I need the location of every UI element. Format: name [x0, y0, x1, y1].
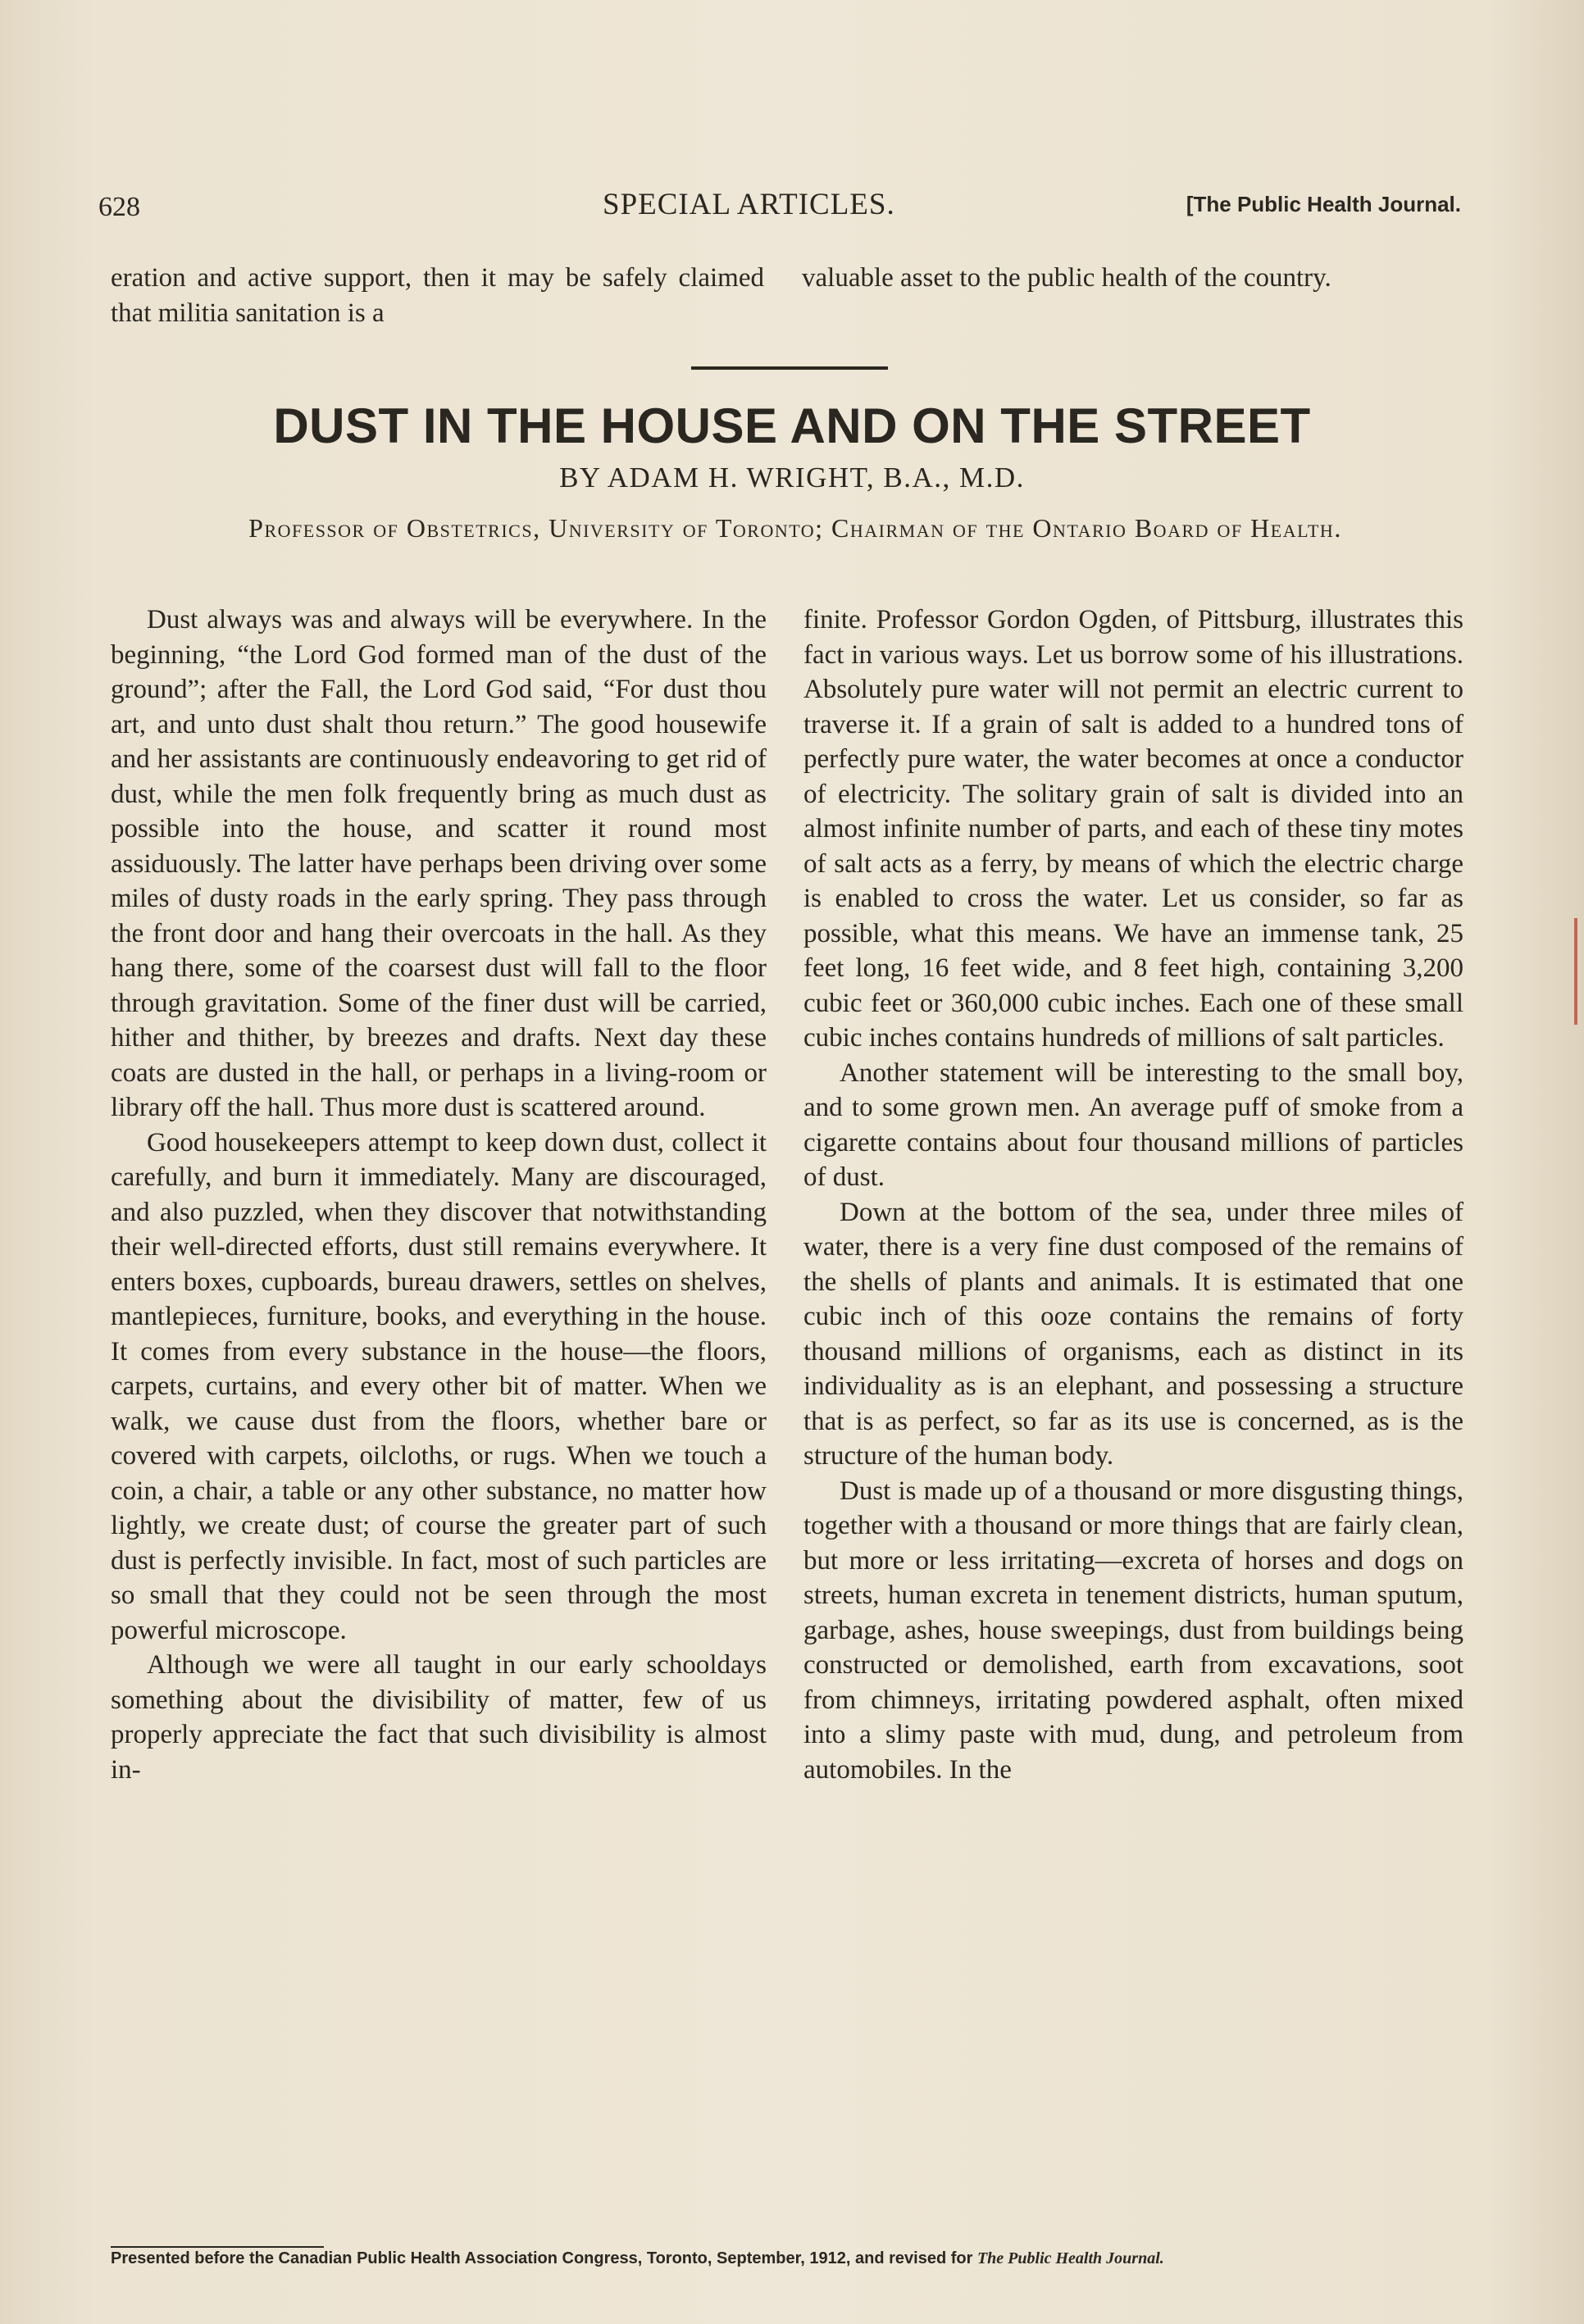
footnote	[111, 2249, 1468, 2268]
paragraph: Dust is made up of a thousand or more disgusting things, together with a thousand or more things that are fairly clean, but more or less irritating—excreta of horses and dogs on streets, human excreta in tenement districts, human sputum, garbage, ashes, house sweepings, dust from buildings being constructed or demolished, earth from excavations, soot from chimneys, irritating powdered asphalt, often mixed into a slimy paste with mud, dung, and petroleum from automobiles. In the	[803, 1476, 1463, 1785]
running-head	[98, 187, 1461, 236]
body-column-left	[111, 603, 767, 1787]
footnote-divider	[111, 2246, 324, 2248]
section-divider	[691, 366, 888, 370]
paragraph: Another statement will be interesting to the small boy, and to some grown men. An average puff of smoke from a cigarette contains about four thousand millions of particles of dust.	[803, 1057, 1463, 1192]
journal-reference: [The Public Health Journal.	[1186, 192, 1461, 216]
previous-article-text-right: valuable asset to the public health of the country.	[802, 263, 1331, 293]
section-title: SPECIAL ARTICLES.	[603, 188, 895, 221]
footnote-journal: The Public Health Journal.	[976, 2249, 1164, 2267]
paragraph: Although we were all taught in our early schooldays something about the divisibility of matter, few of us properly appreciate the fact that such divisibility is almost in-	[111, 1650, 767, 1785]
page-edge-mark	[1574, 918, 1577, 1025]
paragraph: finite. Professor Gordon Ogden, of Pittsburg, illustrates this fact in various ways. Let us borrow some of his illustrations. Absolutely pure water will not permit an electric current to traverse it. If a grain of salt is added to a hundred tons of perfectly pure water, the water becomes at once a conductor of electricity. The solitary grain of salt is divided into an almost infinite number of parts, and each of these tiny motes of salt acts as a ferry, by means of which the electric charge is enabled to cross the water. Let us consider, so far as possible, what this means. We have an immense tank, 25 feet long, 16 feet wide, and 8 feet high, containing 3,200 cubic feet or 360,000 cubic inches. Each one of these small cubic inches contains hundreds of millions of salt particles.	[803, 605, 1463, 1053]
article-title: DUST IN THE HOUSE AND ON THE STREET	[273, 398, 1311, 453]
paragraph: Good housekeepers attempt to keep down dust, collect it carefully, and burn it immediately. Many are discouraged, and also puzzled, when they discover that notwithstanding their well-directed efforts, dust still remains everywhere. It enters boxes, cupboards, bureau drawers, settles on shelves, mantlepieces, furniture, books, and everything in the house. It comes from every substance in the house—the floors, carpets, curtains, and every other bit of matter. When we walk, we cause dust from the floors, whether bare or covered with carpets, oilcloths, or rugs. When we touch a coin, a chair, a table or any other substance, no matter how lightly, we create dust; of course the greater part of such dust is perfectly invisible. In fact, most of such particles are so small that they could not be seen through the most powerful microscope.	[111, 1127, 767, 1645]
previous-article-left	[111, 261, 764, 330]
article-byline: BY ADAM H. WRIGHT, B.A., M.D.	[559, 462, 1025, 493]
previous-article-text-left: eration and active support, then it may be safely claimed that militia sanitation is a	[111, 263, 764, 328]
author-affiliation: Professor of Obstetrics, University of Toronto; Chairman of the Ontario Board of Health.	[248, 513, 1342, 543]
paragraph: Down at the bottom of the sea, under three miles of water, there is a very fine dust composed of the remains of the shells of plants and animals. It is estimated that one cubic inch of this ooze contains the remains of forty thousand millions of organisms, each as distinct in its individuality as is an elephant, and possessing a structure that is as perfect, so far as its use is concerned, as is the structure of the human body.	[803, 1197, 1463, 1471]
page-number: 628	[98, 192, 140, 222]
body-column-right	[803, 603, 1463, 1787]
footnote-text: Presented before the Canadian Public Health Association Congress, Toronto, September, 1912, and revised for	[111, 2249, 973, 2267]
previous-article-right	[802, 261, 1458, 296]
paragraph: Dust always was and always will be everywhere. In the beginning, “the Lord God formed man of the dust of the ground”; after the Fall, the Lord God said, “For dust thou art, and unto dust shalt thou return.” The good housewife and her assistants are continuously endeavoring to get rid of dust, while the men folk frequently bring as much dust as possible into the house, and scatter it round most assiduously. The latter have perhaps been driving over some miles of dusty roads in the early spring. They pass through the front door and hang their overcoats in the hall. As they hang there, some of the coarsest dust will fall to the floor through gravitation. Some of the finer dust will be carried, hither and thither, by breezes and drafts. Next day these coats are dusted in the hall, or perhaps in a living-room or library off the hall. Thus more dust is scattered around.	[111, 605, 767, 1122]
